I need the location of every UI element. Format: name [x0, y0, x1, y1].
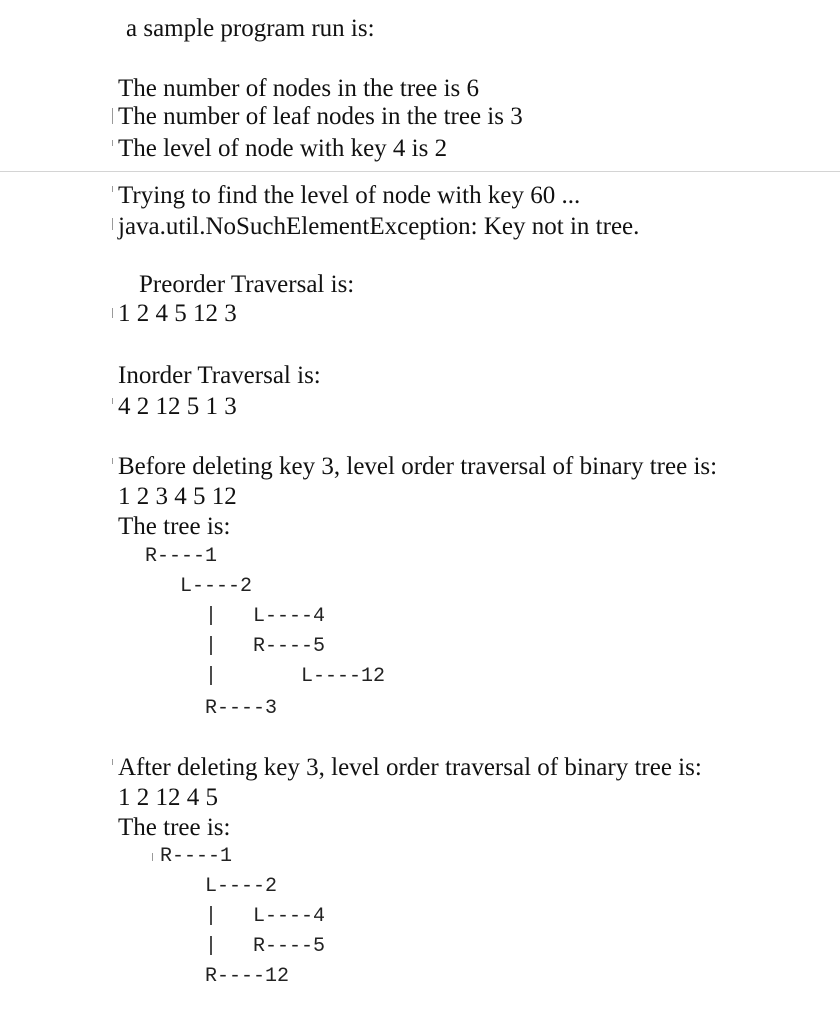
before-values: 1 2 3 4 5 12: [118, 483, 237, 510]
margin-mark: [112, 759, 113, 765]
node-count-line: The number of nodes in the tree is 6: [118, 75, 480, 102]
intro-text: a sample program run is:: [126, 15, 375, 42]
leaf-count-line: The number of leaf nodes in the tree is 3: [118, 103, 523, 130]
after-title: After deleting key 3, level order traversal of binary tree is:: [118, 754, 702, 781]
margin-mark: [112, 140, 113, 146]
tree-line: | L----4: [205, 905, 326, 928]
margin-mark: [112, 186, 113, 192]
tree-line: R----1: [160, 845, 233, 868]
margin-mark: [112, 218, 113, 230]
after-values: 1 2 12 4 5: [118, 784, 218, 811]
tree-line: |: [205, 665, 218, 688]
divider: [0, 171, 840, 172]
inorder-values: 4 2 12 5 1 3: [118, 393, 237, 420]
margin-mark: [112, 108, 113, 124]
margin-mark: [112, 398, 113, 404]
before-tree-label: The tree is:: [118, 513, 231, 540]
tree-line: L----2: [205, 875, 278, 898]
tree-line: L----2: [180, 575, 253, 598]
margin-mark: [112, 458, 113, 464]
exception-line: java.util.NoSuchElementException: Key not in tree.: [118, 213, 640, 240]
before-title: Before deleting key 3, level order traversal of binary tree is:: [118, 453, 718, 480]
tree-line: R----12: [205, 965, 290, 988]
inorder-title: Inorder Traversal is:: [118, 362, 321, 389]
tree-line: | R----5: [205, 935, 326, 958]
preorder-values: 1 2 4 5 12 3: [118, 300, 237, 327]
tree-line: | L----4: [205, 605, 326, 628]
margin-mark: [152, 853, 153, 861]
after-tree-label: The tree is:: [118, 814, 231, 841]
level-line: The level of node with key 4 is 2: [118, 135, 448, 162]
margin-mark: [112, 308, 113, 318]
tree-line: R----1: [145, 545, 218, 568]
search-line: Trying to find the level of node with key 60 ...: [118, 182, 581, 209]
tree-line: | R----5: [205, 635, 326, 658]
tree-line: L----12: [301, 665, 386, 688]
preorder-title: Preorder Traversal is:: [139, 271, 355, 298]
tree-line: R----3: [205, 697, 278, 720]
